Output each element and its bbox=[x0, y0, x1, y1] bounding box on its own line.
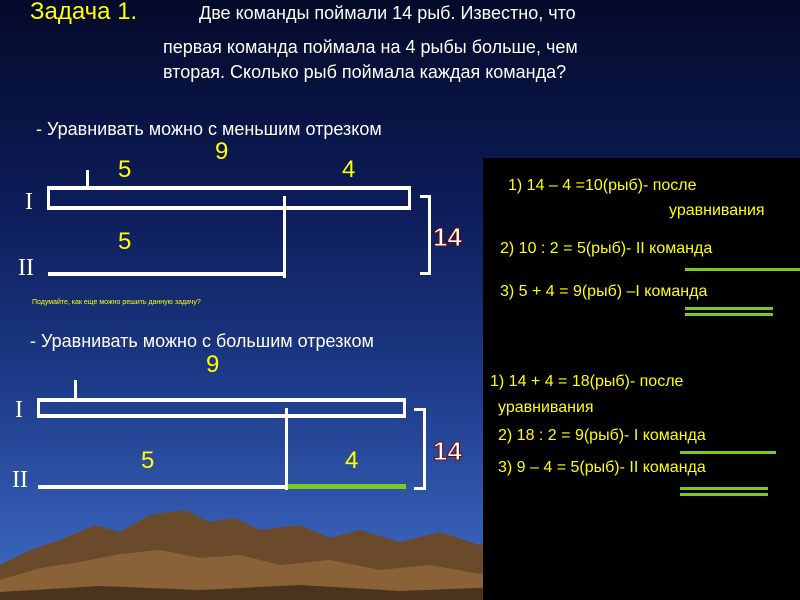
section1-heading: - Уравнивать можно с меньшим отрезком bbox=[36, 119, 382, 139]
solution1-step1: 1) 14 – 4 =10(рыб)- после bbox=[508, 177, 697, 194]
solution2-underline-team1 bbox=[680, 451, 776, 454]
section2-bar1-top bbox=[37, 398, 406, 402]
solution2-underline-team2-a bbox=[680, 487, 768, 490]
section1-label-team-2: II bbox=[18, 255, 34, 281]
section1-number-bottom: 5 bbox=[118, 228, 132, 255]
section1-bracket-bottom bbox=[420, 272, 431, 275]
task-text-line-1: Две команды поймали 14 рыб. Известно, что bbox=[199, 3, 576, 23]
section1-divider bbox=[283, 196, 286, 278]
section1-bar1-top bbox=[47, 186, 411, 190]
solution2-step1: 1) 14 + 4 = 18(рыб)- после bbox=[490, 373, 684, 390]
section2-number-left: 5 bbox=[141, 447, 155, 474]
task-text-line-2: первая команда поймала на 4 рыбы больше, чем bbox=[163, 37, 578, 57]
solution2-step1-continued: уравнивания bbox=[498, 399, 594, 416]
section2-heading: - Уравнивать можно с большим отрезком bbox=[30, 331, 374, 351]
task-text-line-3: вторая. Сколько рыб поймала каждая команда? bbox=[163, 62, 567, 82]
task-title: Задача 1. bbox=[30, 0, 138, 25]
section1-number-left: 5 bbox=[118, 156, 132, 183]
section2-tick-mark bbox=[74, 380, 77, 398]
hint-text: Подумайте, как еще можно решить данную задачу? bbox=[32, 299, 201, 306]
solution1-step2: 2) 10 : 2 = 5(рыб)- II команда bbox=[500, 240, 713, 257]
section2-bracket-top bbox=[414, 408, 426, 411]
solution1-step3: 3) 5 + 4 = 9(рыб) –I команда bbox=[500, 283, 708, 300]
solution2-step3: 3) 9 – 4 = 5(рыб)- II команда bbox=[498, 459, 706, 476]
section2-label-team-2: II bbox=[12, 467, 28, 493]
section1-bracket-top bbox=[420, 195, 431, 198]
solution1-step1-continued: уравнивания bbox=[669, 202, 765, 219]
section1-number-top: 9 bbox=[215, 138, 229, 165]
section1-bar2 bbox=[48, 272, 284, 276]
solution2-step2: 2) 18 : 2 = 9(рыб)- I команда bbox=[498, 427, 706, 444]
section1-label-team-1: I bbox=[25, 189, 33, 215]
section1-bracket bbox=[428, 195, 431, 275]
section1-tick-mark bbox=[86, 170, 89, 186]
section2-total: 14 bbox=[433, 436, 462, 466]
section1-bar1-bottom bbox=[47, 206, 411, 210]
solution1-underline-team1-b bbox=[685, 313, 773, 316]
section1-number-right: 4 bbox=[342, 156, 356, 183]
section2-number-top: 9 bbox=[206, 351, 220, 378]
solution1-underline-team1-a bbox=[685, 307, 773, 310]
section2-number-right: 4 bbox=[345, 447, 359, 474]
section2-bar1-bottom bbox=[37, 414, 406, 418]
section1-total: 14 bbox=[433, 222, 462, 252]
section2-label-team-1: I bbox=[15, 397, 23, 423]
solution1-underline-team2 bbox=[685, 268, 800, 271]
solution2-underline-team2-b bbox=[680, 493, 768, 496]
